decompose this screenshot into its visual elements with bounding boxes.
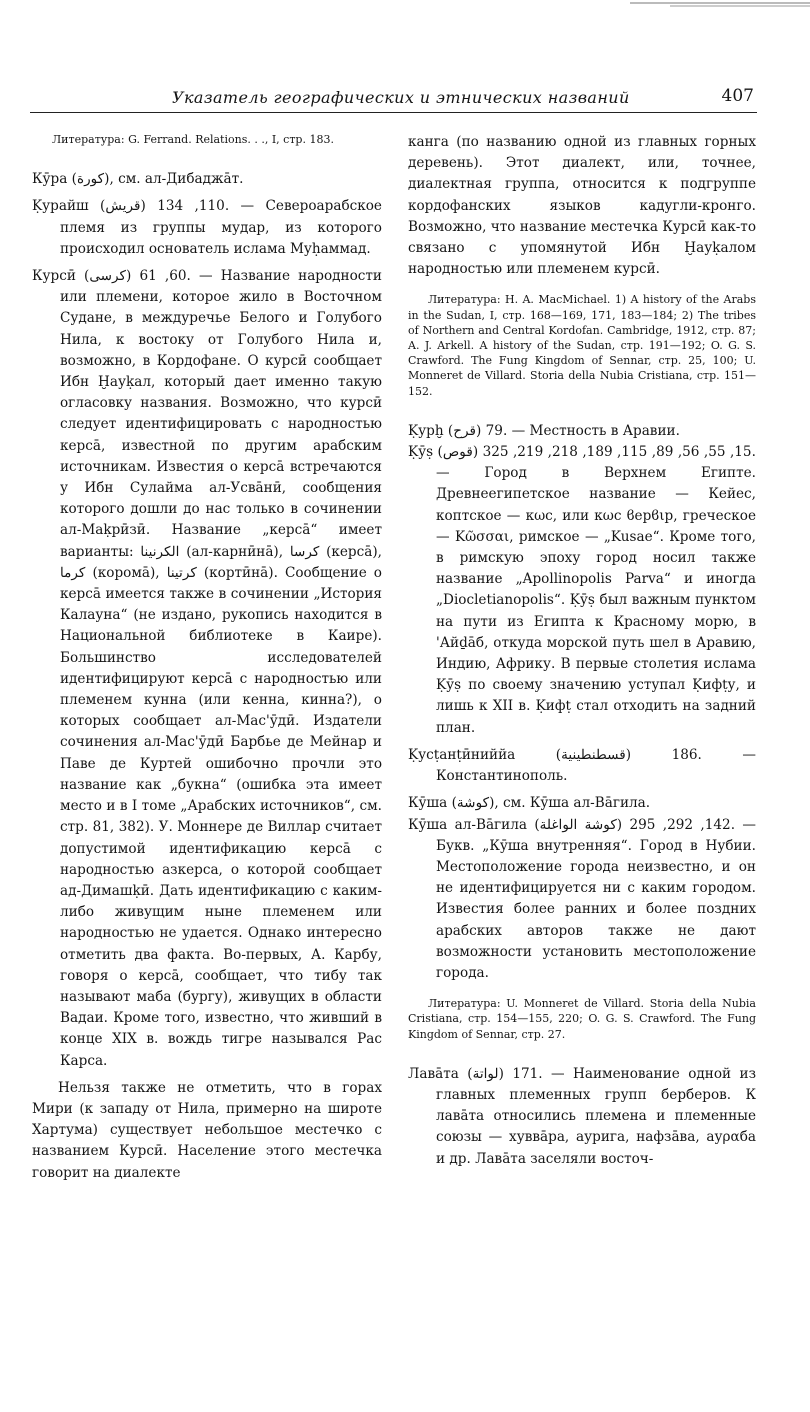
page-number: 407 xyxy=(721,86,754,106)
entry-kurh: Ḳурḫ (قرح) 79. — Местность в Аравии. xyxy=(408,422,680,439)
running-header-title: Указатель географических и этнических названий xyxy=(172,88,630,107)
literature-note: Литература: G. Ferrand. Relations. . ., I, стр. 183. xyxy=(52,133,334,146)
scan-edge-mark xyxy=(630,0,810,8)
entry-kursi-continuation: канга (по названию одной из главных горных деревень). Этот диалект, или, точнее, диалектная группа, относится к подгруппе кордофанских языков кадугли-кронго. Возможно, что название местечка Курсӣ как-то связано с упомянутой Ибн Ḫауḳалом народностью или племенем курсӣ. xyxy=(408,134,756,278)
entry-kursi-paragraph: Нельзя также не отметить, что в горах Мири (к западу от Нила, примерно на широте Хартума) существует небольшое местечко с названием Курсӣ. Население этого местечка говорит на диалекте xyxy=(32,1079,382,1181)
entry-kuraish: Ḳурайш (قريش) 110, 134. — Североарабское племя из группы мудар, из которого происходил основатель ислама Муḥаммад. xyxy=(32,198,382,257)
entry-lavata: Лавāта (لواتة) 171. — Наименование одной из главных племенных групп берберов. К лавāта относились племена и племенные союзы — хуввāра, аурига, нафзāва, ауραба и др. Лавāта заселяли восточ- xyxy=(408,1065,756,1167)
literature-note: Литература: H. A. MacMichael. 1) A history of the Arabs in the Sudan, I, стр. 168—169, 171, 183—184; 2) The tribes of Northern and Central Kordofan. Cambridge, 1912, стр. 87; A. J. Arkell. A history of the Sudan, стр. 191—192; O. G. S. Crawford. The Fung Kingdom of Sennar, стр. 25, 100; U. Monneret de Villard. Storia della Nubia Cristiana, стр. 151—152. xyxy=(408,293,756,398)
entry-kura: Кӯра (كورة), см. ал-Дибаджāт. xyxy=(32,171,244,188)
entry-kus: Ḳӯṣ (قوص) 15, 55, 56, 89, 115, 189, 218, 219, 325. — Город в Верхнем Египте. Древнеегипетское название — Кейес, коптское — кωс, или кωс ϐерϐιр, греческое — Κῶσσαι, римское — „Kusae“. Кроме того, в римскую эпоху город носил также название „Apollinopolis Parva“ и иногда „Diocletianopolis“. Ḳӯṣ был важным пунктом на пути из Египта к Красному морю, в 'Айḏāб, откуда морской путь шел в Аравию, Индию, Африку. В первые столетия ислама Ḳӯṣ по своему значению уступал Ḳифṭу, и лишь к XII в. Ḳифṭ стал отходить на задний план. xyxy=(408,444,756,736)
header-rule xyxy=(30,112,757,113)
right-column xyxy=(408,132,756,1170)
left-column xyxy=(32,132,382,1184)
entry-kursi: Курсӣ (كرسى) 60, 61. — Название народности или племени, которое жило в Восточном Судане, в междуречье Белого и Голубого Нила, к востоку от Голубого Нила и, возможно, в Кордофане. О курсӣ сообщает Ибн Ḫауḳал, который дает именно такую огласовку названия. Возможно, что курсӣ следует идентифицировать с народностью керсā, известной по другим арабским источникам. Известия о керсā встречаются у Ибн Сулайма ал-Усвāнӣ, сообщения которого дошли до нас только в сочинении ал-Маḳрӣзӣ. Название „керсā“ имеет варианты: الكرنينا (ал-карнӣнā), كرسا (керсā), كرما (коромā), كرتينا (кортӣнā). Сообщение о керсā имеется также в сочинении „История Калауна“ (не издано, рукопись находится в Национальной библиотеке в Каире). Большинство исследователей идентифицируют керсā с народностью или племенем кунна (или кенна, кинна?), о которых сообщает ал-Мас'ӯдӣ. Издатели сочинения ал-Мас'ӯдӣ Барбье де Мейнар и Паве де Куртей ошибочно прочли это название как „букна“ (ошибка эта имеет место и в I томе „Арабских источников“, см. стр. 81, 382). У. Моннере де Виллар считает допустимой идентификацию керсā с народностью азкерса, о которой сообщает ад-Димашḳӣ. Дать идентификацию с каким-либо живущим ныне племенем или народностью не удается. Однако интересно отметить два факта. Во-первых, А. Карбу, говоря о керсā, сообщает, что тибу так называют маба (бургу), живущих в области Вадаи. Кроме того, известно, что живший в конце XIX в. вождь тигре назывался Рас Карса. xyxy=(32,268,382,1069)
running-header xyxy=(30,86,758,110)
entry-kusha: Кӯша (كوشة), см. Кӯша ал-Вāгила. xyxy=(408,795,651,812)
entry-kusha-al-vagila: Кӯша ал-Вāгила (كوشة الواغلة) 142, 292, 295. — Букв. „Кӯша внутренняя“. Город в Нубии. Местоположение города неизвестно, и он не идентифицируется ни с каким городом. Известия более ранних и более поздних арабских авторов также не дают возможности установить местоположение города. xyxy=(408,816,756,981)
entry-kustantiniya: Ḳусṭанṭӣниййа (قسطنطينية) 186. — Константинополь. xyxy=(408,746,756,785)
literature-note: Литература: U. Monneret de Villard. Storia della Nubia Cristiana, стр. 154—155, 220; O. G. S. Crawford. The Fung Kingdom of Sennar, стр. 27. xyxy=(408,997,756,1041)
